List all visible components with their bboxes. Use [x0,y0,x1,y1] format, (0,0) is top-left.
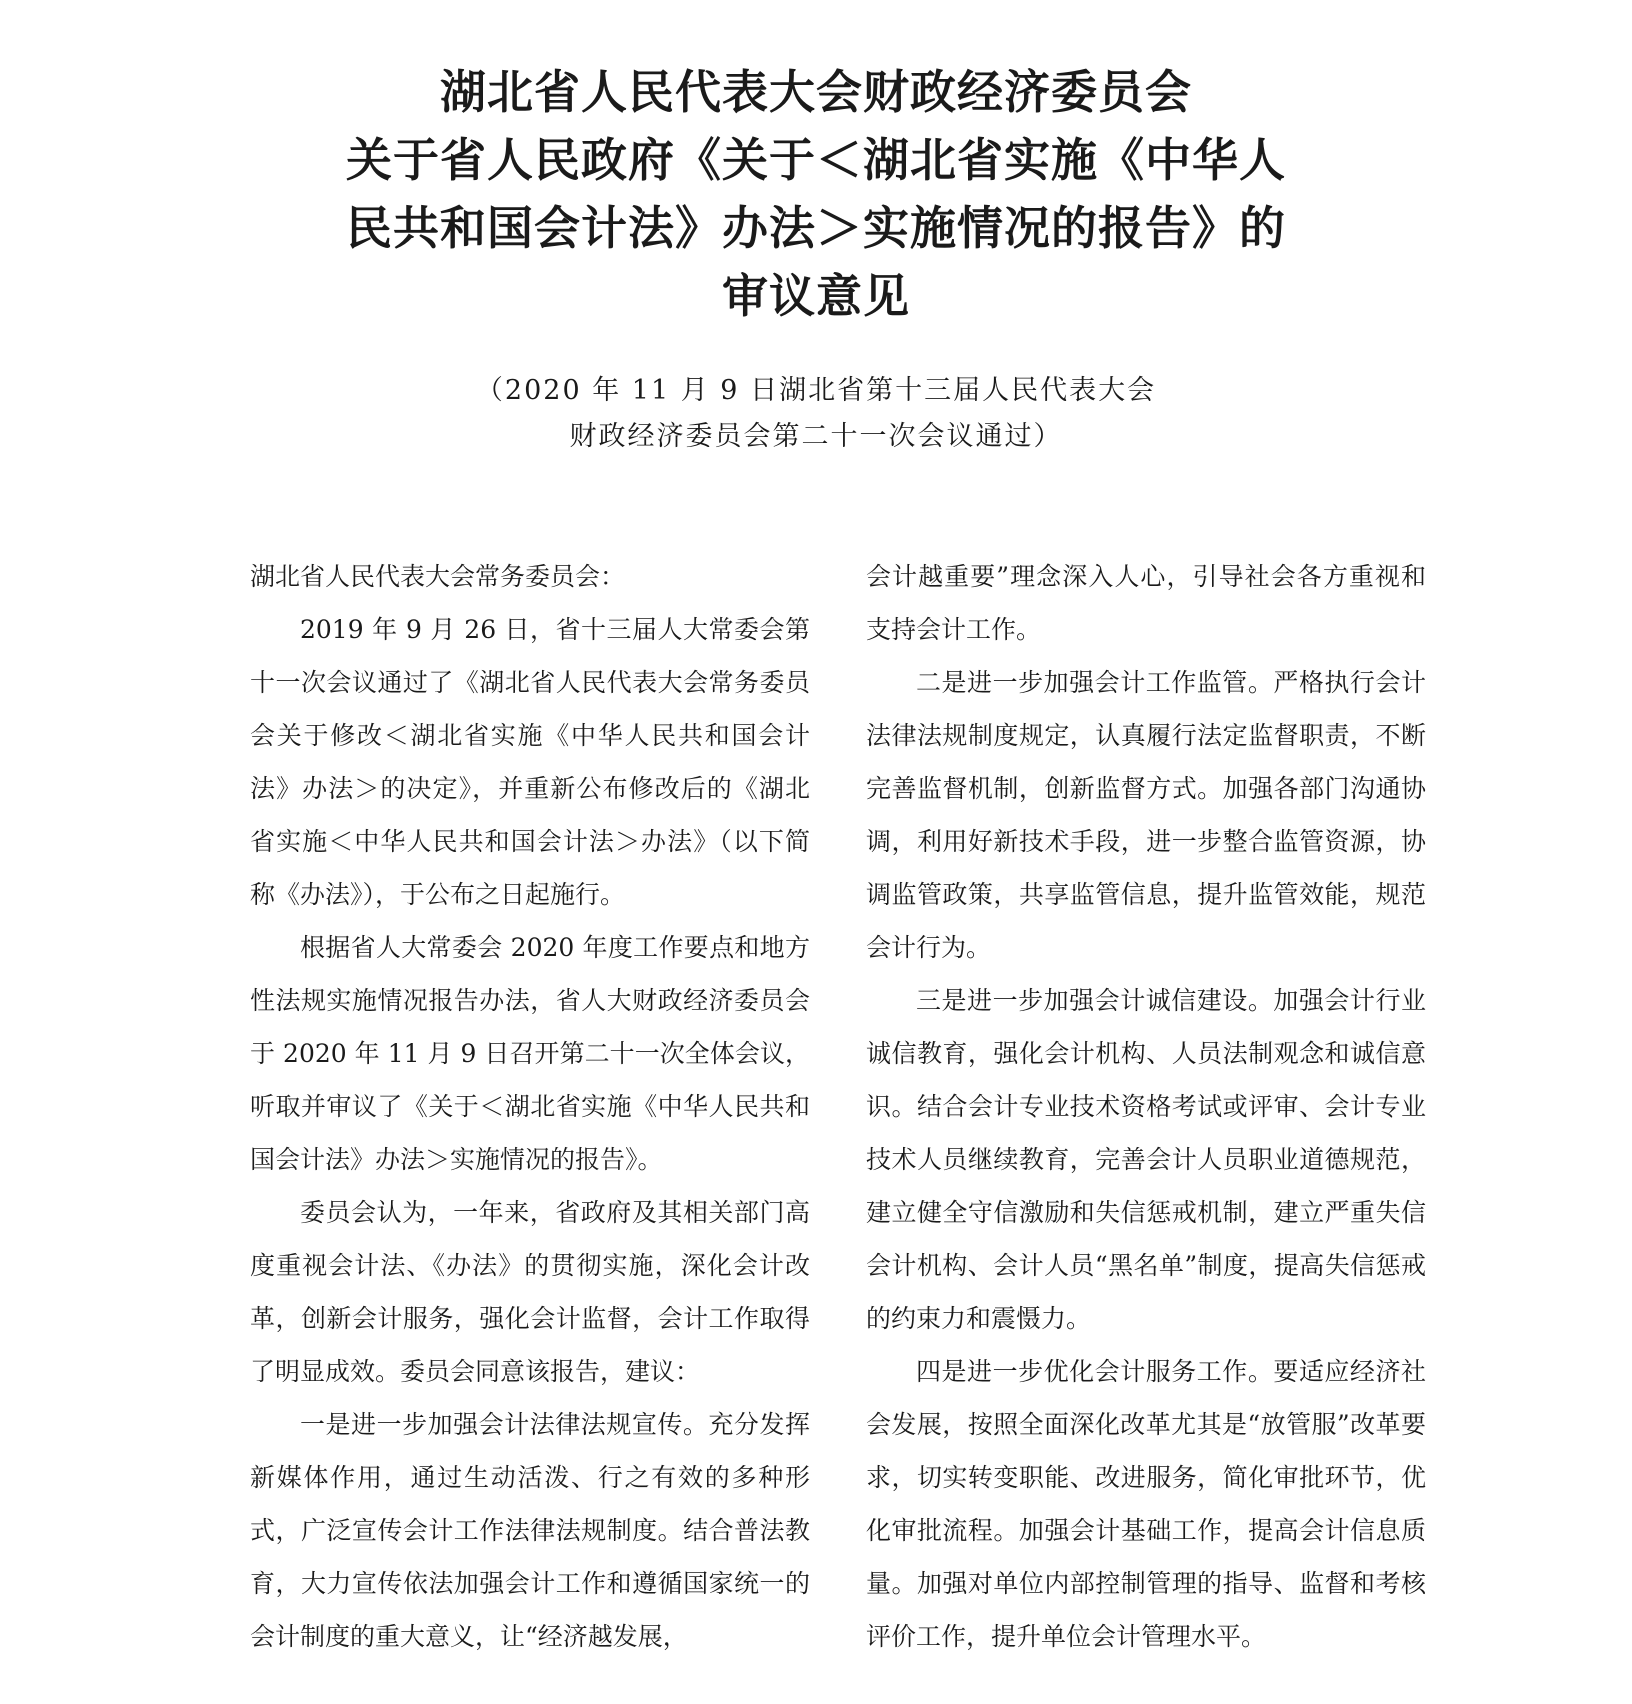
paragraph-background: 2019 年 9 月 26 日，省十三届人大常委会第十一次会议通过了《湖北省人民代表大会常务委员会关于修改＜湖北省实施《中华人民共和国会计法》办法＞的决定》，并重新公布修改后的《湖北省实施＜中华人民共和国会计法＞办法》（以下简称《办法》），于公布之日起施行。 [250,615,810,909]
paragraph-opinion: 委员会认为，一年来，省政府及其相关部门高度重视会计法、《办法》的贯彻实施，深化会计改革，创新会计服务，强化会计监督，会计工作取得了明显成效。委员会同意该报告，建议： [250,1198,810,1386]
title-line-1: 湖北省人民代表大会财政经济委员会 [440,65,1192,119]
paragraph-review: 根据省人大常委会 2020 年度工作要点和地方性法规实施情况报告办法，省人大财政经济委员会于 2020 年 11 月 9 日召开第二十一次全体会议，听取并审议了《关于＜湖北省实施《中华人民共和国会计法》办法＞实施情况的报告》。 [250,933,810,1174]
right-column [866,550,1426,1663]
adoption-note [0,368,1632,460]
paragraph-suggestion-1: 一是进一步加强会计法律法规宣传。充分发挥新媒体作用，通过生动活泼、行之有效的多种形式，广泛宣传会计工作法律法规制度。结合普法教育，大力宣传依法加强会计工作和遵循国家统一的会计制度的重大意义，让“经济越发展， [250,1410,810,1651]
salutation: 湖北省人民代表大会常务委员会： [250,562,626,591]
paragraph-suggestion-3: 三是进一步加强会计诚信建设。加强会计行业诚信教育，强化会计机构、人员法制观念和诚信意识。结合会计专业技术资格考试或评审、会计专业技术人员继续教育，完善会计人员职业道德规范，建立健全守信激励和失信惩戒机制，建立严重失信会计机构、会计人员“黑名单”制度，提高失信惩戒的约束力和震慑力。 [866,986,1426,1333]
title-line-4: 审议意见 [722,269,910,323]
title-line-2: 关于省人民政府《关于＜湖北省实施《中华人 [346,133,1286,187]
adoption-note-line-2: 财政经济委员会第二十一次会议通过） [569,421,1063,452]
paragraph-suggestion-4: 四是进一步优化会计服务工作。要适应经济社会发展，按照全面深化改革尤其是“放管服”改革要求，切实转变职能、改进服务，简化审批环节，优化审批流程。加强会计基础工作，提高会计信息质量。加强对单位内部控制管理的指导、监督和考核评价工作，提升单位会计管理水平。 [866,1357,1426,1651]
adoption-note-line-1: （2020 年 11 月 9 日湖北省第十三届人民代表大会 [475,375,1157,406]
title-line-3: 民共和国会计法》办法＞实施情况的报告》的 [346,201,1286,255]
paragraph-suggestion-2: 二是进一步加强会计工作监管。严格执行会计法律法规制度规定，认真履行法定监督职责，不断完善监督机制，创新监督方式。加强各部门沟通协调，利用好新技术手段，进一步整合监管资源，协调监管政策，共享监管信息，提升监管效能，规范会计行为。 [866,668,1426,962]
paragraph-suggestion-1-continued: 会计越重要”理念深入人心，引导社会各方重视和支持会计工作。 [866,562,1426,644]
left-column [250,550,810,1663]
document-title [0,58,1632,330]
